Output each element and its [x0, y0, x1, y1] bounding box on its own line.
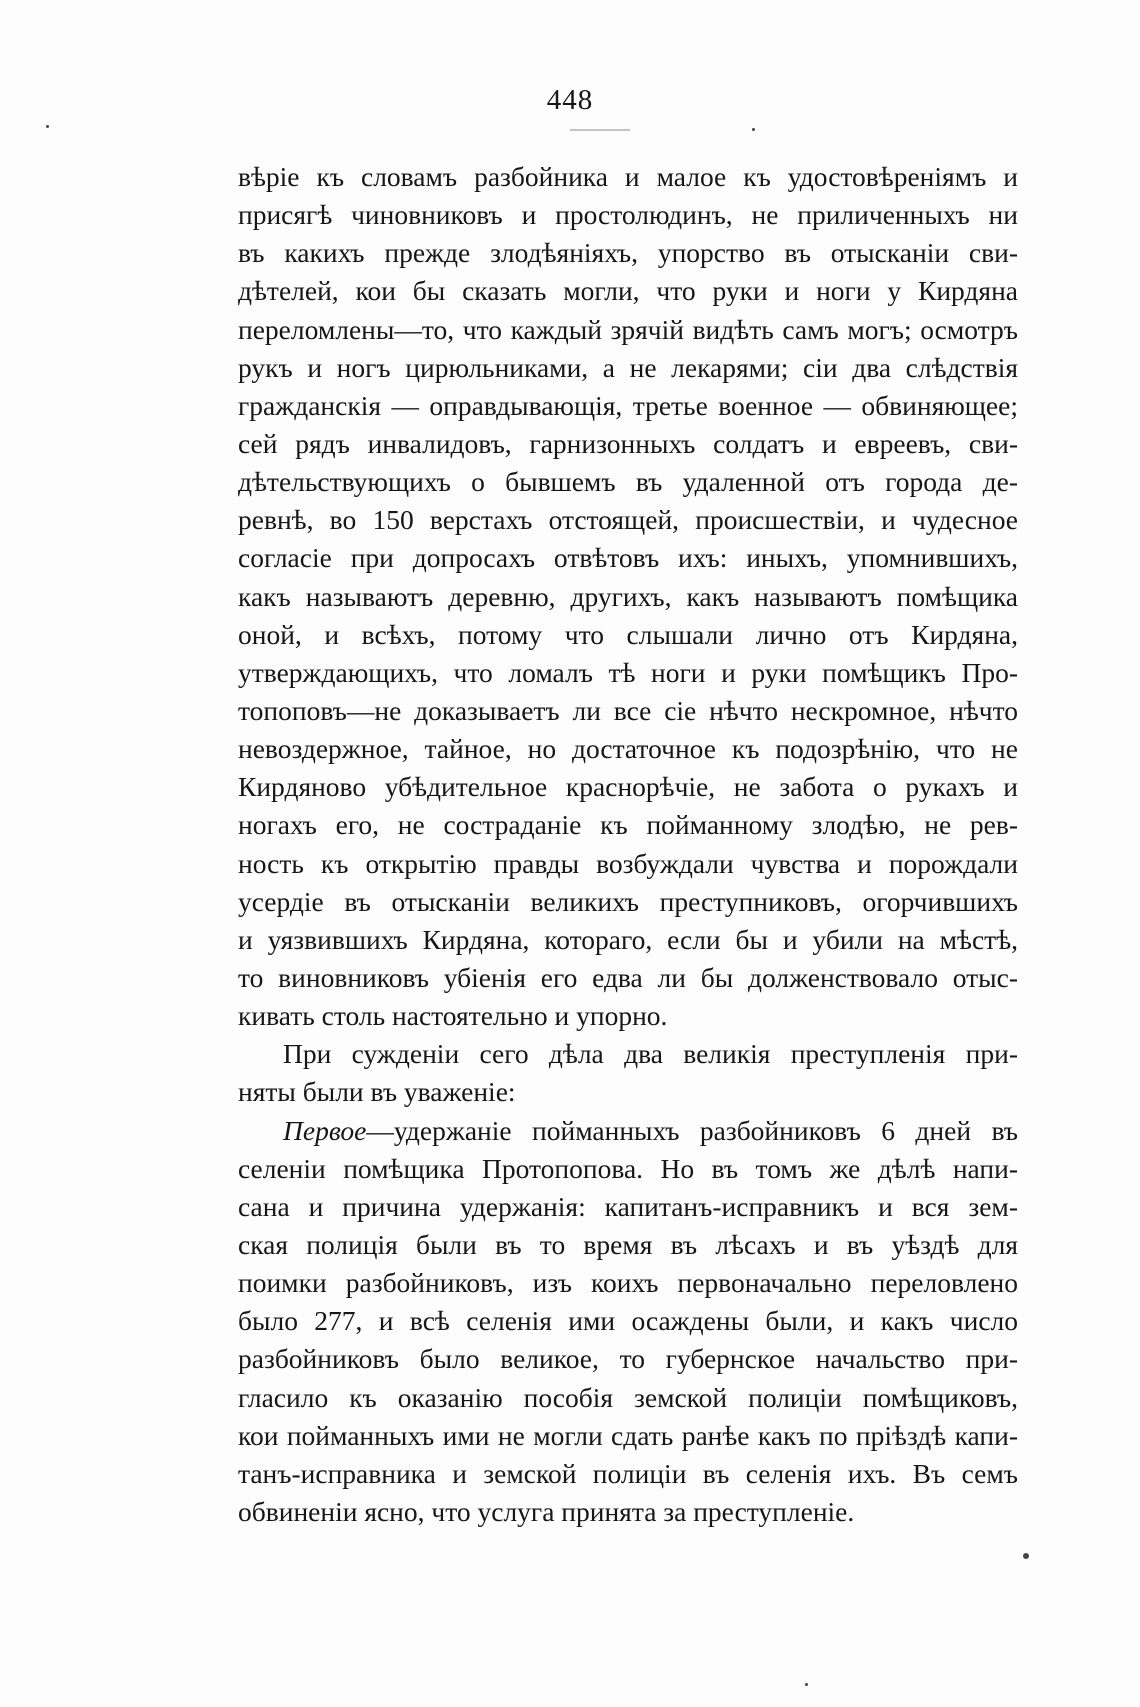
page-number: 448: [546, 84, 594, 116]
page-number-rule: [570, 129, 630, 131]
text-line: какъ называютъ деревню, другихъ, какъ называютъ помѣщика: [238, 580, 1018, 612]
text-line: поимки разбойниковъ, изъ коихъ первоначально переловлено: [238, 1267, 1018, 1299]
paragraph-1: [238, 158, 1018, 1035]
text-line: оной, и всѣхъ, потому что слышали лично отъ Кирдяна,: [238, 618, 1018, 650]
body-text: [238, 158, 1018, 1531]
text-line: няты были въ уваженіе:: [238, 1076, 516, 1108]
scan-speck: [752, 128, 755, 131]
text-line: было 277, и всѣ селенія ими осаждены были, и какъ число: [238, 1305, 1018, 1337]
scan-speck: [46, 125, 49, 128]
paragraph-lead-italic: Первое: [283, 1114, 367, 1146]
text-line: танъ-исправника и земской полиціи въ селенія ихъ. Въ семъ: [238, 1457, 1018, 1489]
text-line: дѣтельствующихъ о бывшемъ въ удаленной отъ города де-: [238, 466, 1018, 498]
text-line: невоздержное, тайное, но достаточное къ подозрѣнію, что не: [238, 733, 1018, 765]
text-line: утверждающихъ, что ломалъ тѣ ноги и руки помѣщикъ Про-: [238, 656, 1018, 688]
text-line: дѣтелей, кои бы сказать могли, что руки и ноги у Кирдяна: [238, 275, 1018, 307]
text-line: кои пойманныхъ ими не могли сдать ранѣе какъ по пріѣздѣ капи-: [238, 1419, 1018, 1451]
text-line: переломлены—то, что каждый зрячій видѣть самъ могъ; осмотръ: [238, 313, 1018, 345]
paragraph-3: [238, 1112, 1018, 1532]
text-line: разбойниковъ было великое, то губернское начальство при-: [238, 1343, 1018, 1375]
scan-speck: [1023, 1553, 1029, 1559]
text-line: гражданскія — оправдывающія, третье военное — обвиняющее;: [238, 389, 1018, 421]
text-line: вѣріе къ словамъ разбойника и малое къ удостовѣреніямъ и: [238, 161, 1018, 192]
text-line: усердіе въ отысканіи великихъ преступниковъ, огорчившихъ: [238, 885, 1018, 917]
text-line: Кирдяново убѣдительное краснорѣчіе, не забота о рукахъ и: [238, 771, 1018, 803]
text-line: селеніи помѣщика Протопопова. Но въ томъ же дѣлѣ напи-: [238, 1152, 1018, 1184]
text-line: ская полиція были въ то время въ лѣсахъ и въ уѣздѣ для: [238, 1228, 1018, 1260]
text-line: обвиненіи ясно, что услуга принята за преступленіе.: [238, 1495, 855, 1527]
text-line: согласіе при допросахъ отвѣтовъ ихъ: иныхъ, упомнившихъ,: [238, 542, 1018, 574]
text-line: ревнѣ, во 150 верстахъ отстоящей, происшествіи, и чудесное: [238, 504, 1018, 536]
text-line: гласило къ оказанію пособія земской полиціи помѣщиковъ,: [238, 1381, 1018, 1413]
text-line: топоповъ—не доказываетъ ли все сіе нѣчто нескромное, нѣчто: [238, 694, 1018, 726]
paragraph-2: [238, 1035, 1018, 1111]
text-line: кивать столь настоятельно и упорно.: [238, 1000, 668, 1032]
scan-speck: [805, 1683, 808, 1686]
text-line: При сужденіи сего дѣла два великія преступленія при-: [283, 1038, 1018, 1070]
text-line: присягѣ чиновниковъ и простолюдинъ, не приличенныхъ ни: [238, 199, 1018, 231]
text-line: ность къ открытію правды возбуждали чувства и порождали: [238, 847, 1018, 879]
text-line: ногахъ его, не состраданіе къ пойманному злодѣю, не рев-: [238, 809, 1018, 841]
text-line: рукъ и ногъ цирюльниками, а не лекарями; сіи два слѣдствія: [238, 351, 1018, 383]
text-line-rest: —удержаніе пойманныхъ разбойниковъ 6 дней въ: [366, 1114, 1018, 1146]
text-line-first: [238, 1112, 1018, 1150]
text-line: въ какихъ прежде злодѣяніяхъ, упорство въ отысканіи сви-: [238, 237, 1018, 269]
text-line: то виновниковъ убіенія его едва ли бы долженствовало отыс-: [238, 961, 1018, 993]
text-line: сей рядъ инвалидовъ, гарнизонныхъ солдатъ и евреевъ, сви-: [238, 427, 1018, 459]
text-line: и уязвившихъ Кирдяна, котораго, если бы и убили на мѣстѣ,: [238, 923, 1018, 955]
text-line: сана и причина удержанія: капитанъ-исправникъ и вся зем-: [238, 1190, 1018, 1222]
